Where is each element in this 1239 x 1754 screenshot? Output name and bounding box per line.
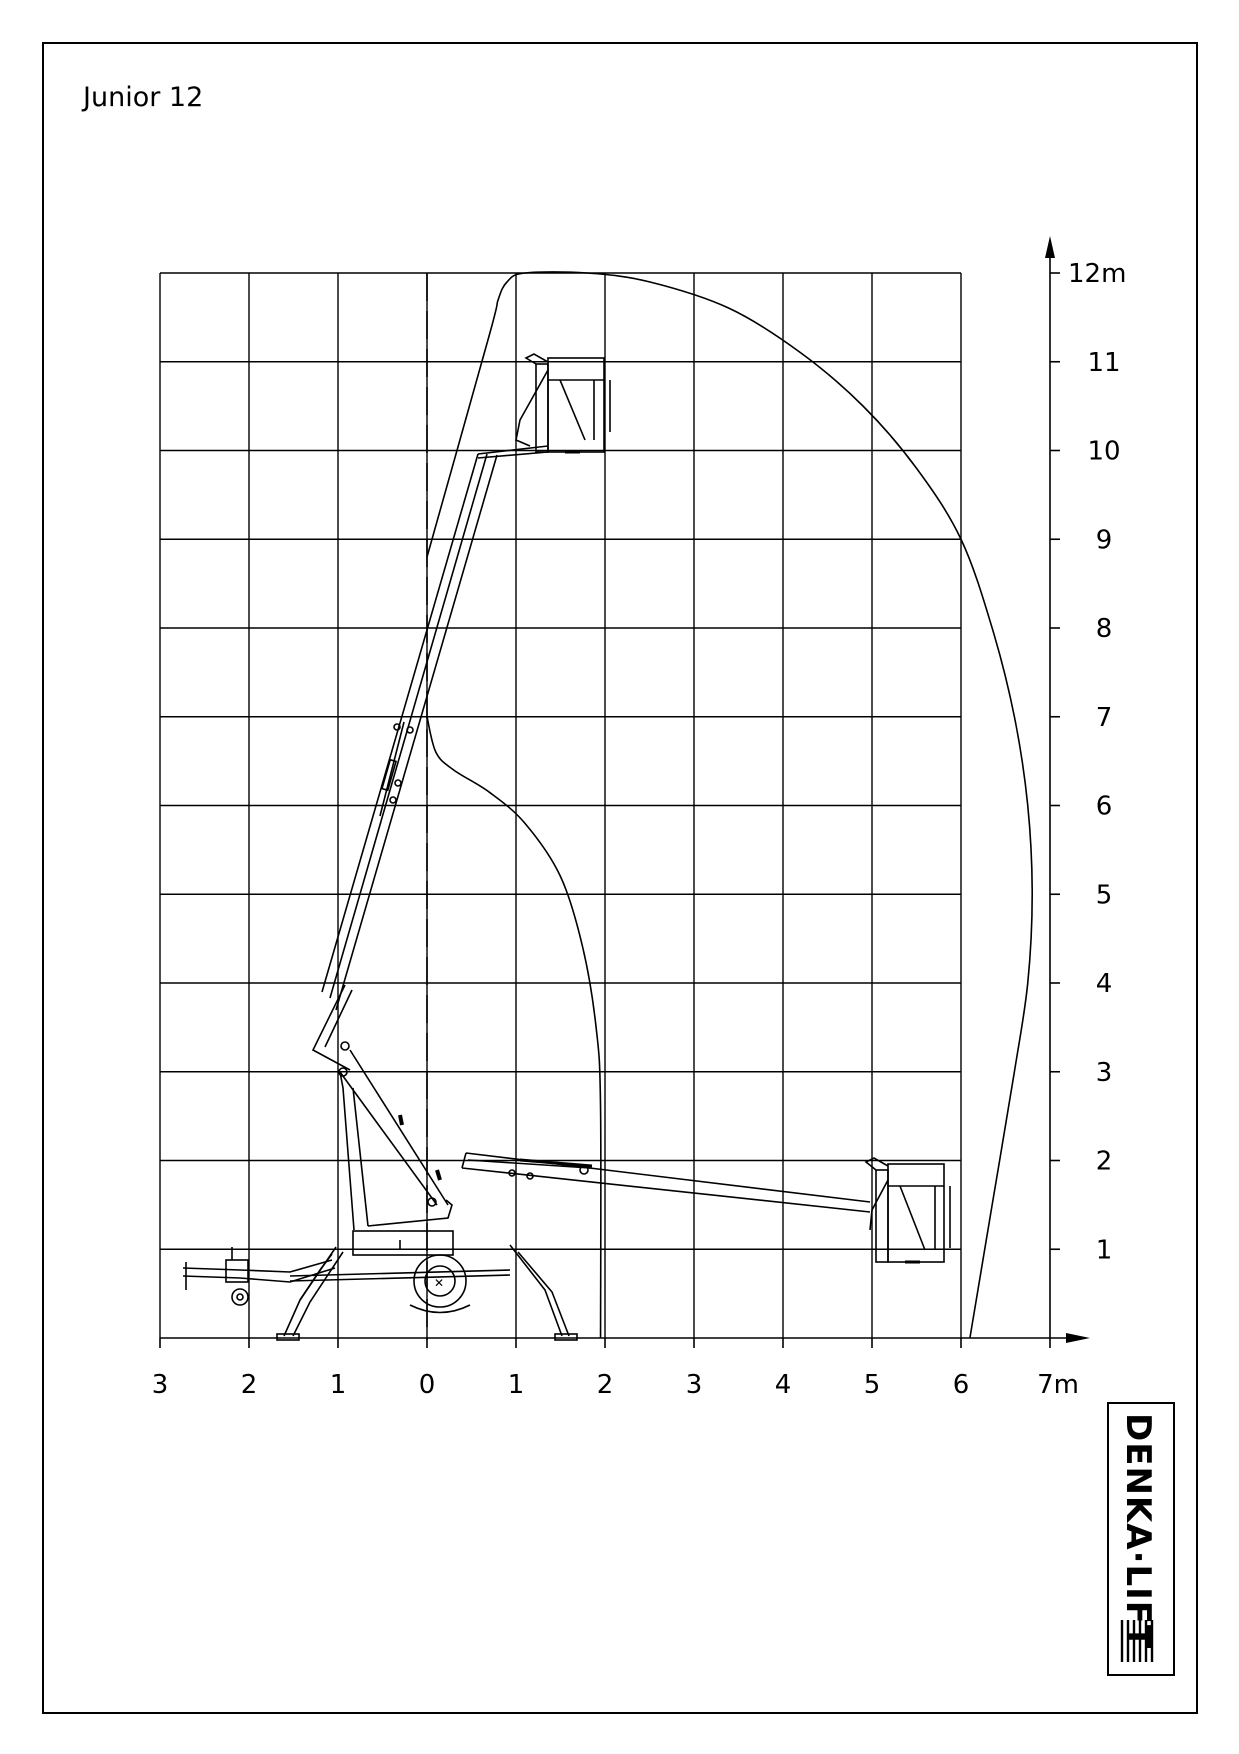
turret-and-lower-boom	[313, 985, 452, 1230]
y-tick-label: 12m	[1068, 259, 1127, 289]
chassis	[290, 1231, 510, 1281]
x-tick-label: 6	[952, 1370, 970, 1400]
y-axis-arrow-icon	[1045, 236, 1055, 258]
denka-lift-logo	[1108, 1403, 1174, 1675]
x-tick-label: 2	[240, 1370, 258, 1400]
y-tick-label: 4	[1095, 969, 1113, 999]
logo-text: DENKA·LIFT	[1118, 1413, 1158, 1650]
x-tick-label: 2	[596, 1370, 614, 1400]
x-tick-label: 1	[329, 1370, 347, 1400]
y-tick-label: 6	[1095, 791, 1113, 822]
y-axis-tick-labels	[1068, 259, 1126, 1265]
x-tick-label: 3	[151, 1370, 169, 1400]
x-tick-label: 1	[507, 1370, 525, 1400]
x-axis-arrow-icon	[1066, 1333, 1090, 1343]
outrigger-right	[510, 1245, 577, 1340]
page-frame	[43, 43, 1197, 1713]
y-tick-label: 10	[1087, 436, 1121, 467]
x-tick-label: 7m	[1037, 1370, 1079, 1400]
axes	[160, 236, 1090, 1348]
y-tick-label: 2	[1095, 1146, 1113, 1177]
axle-wheel	[410, 1255, 470, 1313]
diagram-title: Junior 12	[83, 82, 204, 113]
lowered-platform-basket	[866, 1158, 950, 1262]
outrigger-left-rear	[277, 1247, 343, 1340]
x-axis-tick-labels	[152, 1370, 1079, 1400]
y-tick-label: 5	[1095, 880, 1113, 911]
lowered-telescopic-boom	[462, 1153, 870, 1212]
x-tick-label: 3	[685, 1370, 703, 1400]
jockey-wheel	[232, 1289, 248, 1305]
y-tick-label: 1	[1095, 1235, 1113, 1266]
y-tick-label: 11	[1087, 347, 1121, 378]
raised-platform-basket	[516, 354, 610, 452]
y-tick-label: 7	[1095, 702, 1113, 733]
x-tick-label: 4	[774, 1370, 792, 1400]
svg-text:✕: ✕	[434, 1276, 445, 1290]
lift-machine-illustration	[183, 354, 950, 1340]
y-tick-label: 8	[1095, 614, 1113, 644]
x-tick-label: 5	[863, 1370, 881, 1400]
y-tick-label: 3	[1095, 1057, 1113, 1088]
y-tick-label: 9	[1095, 525, 1113, 556]
x-tick-label: 0	[418, 1370, 436, 1400]
